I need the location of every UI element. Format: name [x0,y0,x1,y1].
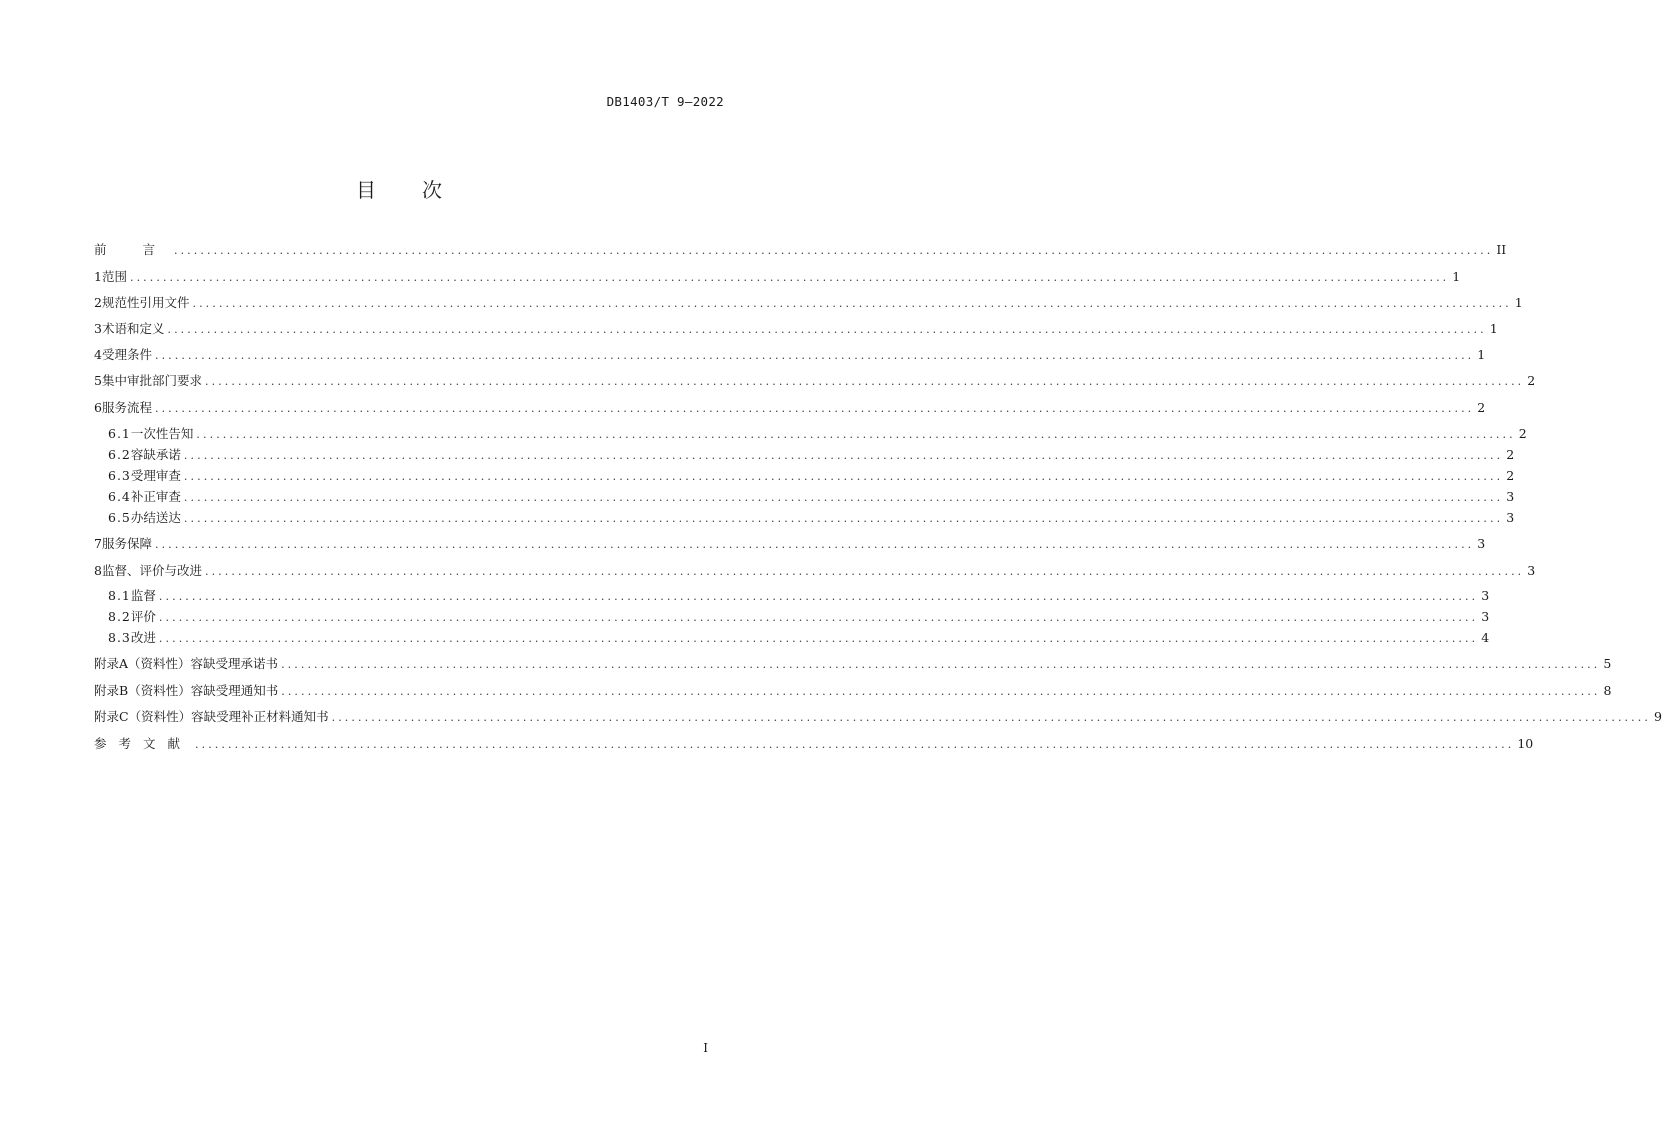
toc-entry-appendix-c[interactable] [94,707,1662,727]
toc-entry-section-1[interactable] [94,267,1461,287]
toc-entry-section-6-2[interactable] [108,445,1515,465]
toc-entry-number: 5 [94,373,102,388]
toc-entry-section-6[interactable] [94,398,1486,418]
toc-entry-page: 1 [1452,269,1461,284]
toc-appendix-type: （资料性） [128,709,192,724]
toc-entry-section-3[interactable] [94,319,1498,339]
toc-entry-label: 一次性告知 [130,426,194,441]
toc-entry-page: 2 [1518,426,1527,441]
toc-entry-page: 2 [1527,373,1536,388]
toc-entry-label: 服务流程 [101,400,152,415]
toc-entry-section-8-1[interactable] [108,586,1490,606]
toc-entry-number: 8.1 [108,588,131,603]
toc-entry-section-8[interactable] [94,561,1536,581]
toc-leader-dots: ........................................................................................................................................................................................................ [183,512,1504,525]
toc-leader-dots: ........................................................................................................................................................................................................ [129,271,1450,284]
toc-entry-page: 2 [1506,468,1515,483]
toc-entry-section-8-3[interactable] [108,628,1490,648]
toc-entry-page: 5 [1603,656,1612,671]
toc-entry-section-5[interactable] [94,371,1536,391]
toc-entry-page: 3 [1527,563,1536,578]
toc-entry-label: 术语和定义 [101,321,165,336]
toc-entry-number: 8.2 [108,609,131,624]
toc-entry-foreword[interactable] [94,240,1507,260]
toc-entry-label: 受理审查 [130,468,181,483]
toc-entry-number: 8.3 [108,630,131,645]
toc-entry-page: 3 [1481,588,1490,603]
toc-title-char-2: 次 [422,178,444,202]
toc-entry-page: 4 [1481,630,1490,645]
document-code: DB1403/T 9—2022 [606,94,724,109]
toc-leader-dots: ........................................................................................................................................................................................................ [167,323,1487,336]
toc-entry-label: 参考文献 [94,736,193,751]
toc-leader-dots: ........................................................................................................................................................................................................ [281,685,1601,698]
toc-entry-label: 办结送达 [130,510,181,525]
toc-entry-label: 前 言 [94,242,171,257]
toc-leader-dots: ........................................................................................................................................................................................................ [204,375,1525,388]
toc-entry-appendix-a[interactable] [94,654,1612,674]
toc-entry-number: 4 [94,347,102,362]
toc-entry-number: 1 [94,269,102,284]
toc-entry-number: 6 [94,400,102,415]
toc-entry-label: 范围 [101,269,127,284]
toc-entry-section-6-3[interactable] [108,466,1515,486]
toc-entry-page: 3 [1506,510,1515,525]
toc-entry-page: 3 [1481,609,1490,624]
toc-entry-label: 容缺受理补正材料通知书 [191,709,329,724]
toc-entry-page: 3 [1506,489,1515,504]
toc-entry-label: 服务保障 [101,536,152,551]
toc-entry-page: 3 [1477,536,1486,551]
toc-entry-number: 8 [94,563,102,578]
toc-entry-section-7[interactable] [94,534,1486,554]
toc-entry-page: 1 [1489,321,1498,336]
toc-entry-section-2[interactable] [94,293,1523,313]
toc-leader-dots: ........................................................................................................................................................................................................ [158,590,1479,603]
toc-entry-section-6-5[interactable] [108,508,1515,528]
toc-entry-section-4[interactable] [94,345,1486,365]
toc-appendix-prefix: 附录B [94,683,129,698]
toc-entry-page: 1 [1514,295,1523,310]
toc-appendix-prefix: 附录A [94,656,129,671]
toc-title [0,174,800,203]
toc-leader-dots: ........................................................................................................................................................................................................ [173,244,1494,257]
toc-entry-number: 7 [94,536,102,551]
toc-entry-number: 3 [94,321,102,336]
toc-entry-page: II [1496,242,1507,257]
toc-appendix-type: （资料性） [128,683,191,698]
toc-entry-page: 8 [1603,683,1612,698]
toc-entry-label: 受理条件 [101,347,152,362]
toc-appendix-type: （资料性） [128,656,191,671]
toc-appendix-prefix: 附录C [94,709,129,724]
toc-leader-dots: ........................................................................................................................................................................................................ [196,428,1516,441]
toc-leader-dots: ........................................................................................................................................................................................................ [204,565,1525,578]
toc-entry-number: 6.2 [108,447,131,462]
toc-entry-label: 监督、评价与改进 [101,563,202,578]
page-number: I [703,1041,708,1055]
toc-entry-number: 6.3 [108,468,131,483]
toc-entry-page: 1 [1477,347,1486,362]
toc-leader-dots: ........................................................................................................................................................................................................ [183,470,1504,483]
toc-entry-page: 2 [1506,447,1515,462]
toc-leader-dots: ........................................................................................................................................................................................................ [154,538,1475,551]
toc-leader-dots: ........................................................................................................................................................................................................ [195,738,1515,751]
toc-entry-references[interactable] [94,734,1534,754]
toc-entry-label: 集中审批部门要求 [101,373,202,388]
toc-entry-label: 监督 [130,588,156,603]
toc-leader-dots: ........................................................................................................................................................................................................ [281,658,1601,671]
toc-entry-page: 2 [1477,400,1486,415]
toc-entry-label: 补正审查 [130,489,181,504]
toc-leader-dots: ........................................................................................................................................................................................................ [158,611,1479,624]
toc-entry-page: 10 [1517,736,1534,751]
toc-entry-label: 评价 [130,609,156,624]
toc-entry-label: 容缺承诺 [130,447,181,462]
toc-entry-section-8-2[interactable] [108,607,1490,627]
toc-leader-dots: ........................................................................................................................................................................................................ [331,711,1651,724]
toc-entry-appendix-b[interactable] [94,681,1612,701]
toc-leader-dots: ........................................................................................................................................................................................................ [183,491,1504,504]
toc-entry-label: 容缺受理通知书 [190,683,279,698]
toc-entry-label: 改进 [130,630,156,645]
toc-leader-dots: ........................................................................................................................................................................................................ [154,402,1475,415]
toc-entry-number: 6.4 [108,489,131,504]
toc-title-char-1: 目 [356,178,378,202]
toc-leader-dots: ........................................................................................................................................................................................................ [158,632,1479,645]
toc-entry-label: 容缺受理承诺书 [190,656,279,671]
toc-entry-number: 2 [94,295,102,310]
toc-leader-dots: ........................................................................................................................................................................................................ [192,297,1512,310]
toc-entry-number: 6.1 [108,426,131,441]
toc-entry-section-6-1[interactable] [108,424,1527,444]
toc-leader-dots: ........................................................................................................................................................................................................ [154,349,1475,362]
toc-entry-section-6-4[interactable] [108,487,1515,507]
toc-entry-label: 规范性引用文件 [101,295,190,310]
toc-leader-dots: ........................................................................................................................................................................................................ [183,449,1504,462]
toc-entry-page: 9 [1653,709,1662,724]
toc-entry-number: 6.5 [108,510,131,525]
